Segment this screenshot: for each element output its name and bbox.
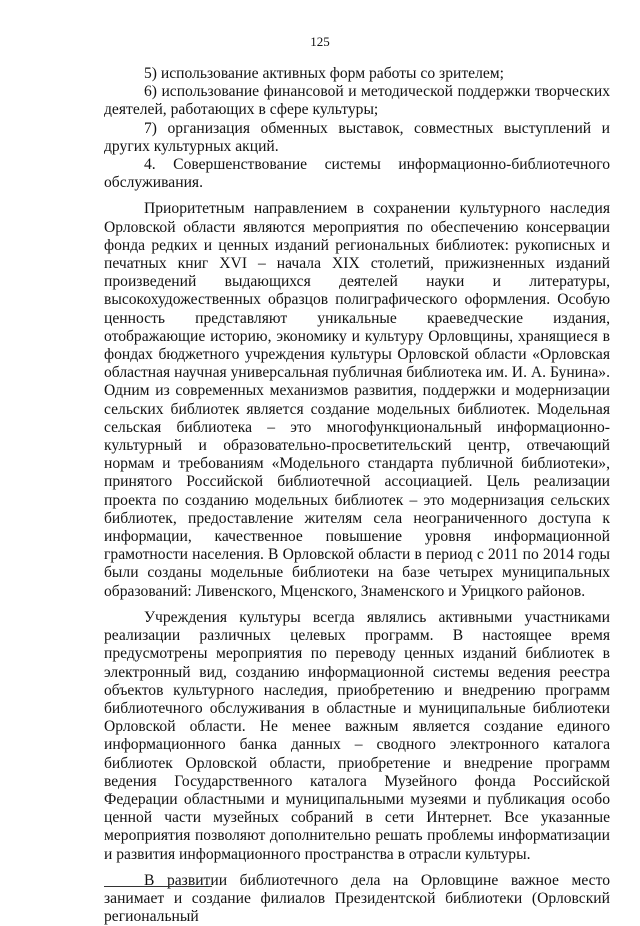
- document-body: [104, 65, 610, 926]
- footnote-divider: [104, 886, 212, 887]
- paragraph-presidential-library: В развитии библиотечного дела на Орловщине важное место занимает и создание филиалов Президентской библиотеки (Орловский региональный: [104, 871, 610, 926]
- list-item-6: 6) использование финансовой и методической поддержки творческих деятелей, работающих в сфере культуры;: [104, 83, 610, 119]
- paragraph-heritage: Приоритетным направлением в сохранении культурного наследия Орловской области являются мероприятия по обеспечению консервации фонда редких и ценных изданий региональных библиотек: рукописных и печатных книг XVI – начала XIX столетий, прижизненных изданий произведений выдающихся деятелей науки и литературы, высокохудожественных образцов полиграфического оформления. Особую ценность представляют уникальные краеведческие издания, отображающие историю, экономику и культуру Орловщины, хранящиеся в фондах бюджетного учреждения культуры Орловской области «Орловская областная научная универсальная публичная библиотека им. И. А. Бунина». Одним из современных механизмов развития, поддержки и модернизации сельских библиотек является создание модельных библиотек. Модельная сельская библиотека – это многофункциональный информационно-культурный и образовательно-просветительский центр, отвечающий нормам и требованиям «Модельного стандарта публичной библиотеки», принятого Российской библиотечной ассоциацией. Цель реализации проекта по созданию модельных библиотек – это модернизация сельских библиотек, предоставление жителям села неограниченного доступа к информации, качественное повышение уровня информационной грамотности населения. В Орловской области в период с 2011 по 2014 годы были созданы модельные библиотеки на базе четырех муниципальных образований: Ливенского, Мценского, Знаменского и Урицкого районов.: [104, 200, 610, 600]
- list-item-5: 5) использование активных форм работы со зрителем;: [144, 65, 504, 82]
- list-item-7: 7) организация обменных выставок, совместных выступлений и других культурных акций.: [104, 119, 610, 155]
- section-heading-4: 4. Совершенствование системы информационно-библиотечного обслуживания.: [104, 156, 610, 192]
- page-number: 125: [310, 34, 330, 49]
- paragraph-programs: Учреждения культуры всегда являлись активными участниками реализации различных целевых программ. В настоящее время предусмотрены мероприятия по переводу ценных изданий библиотек в электронный вид, созданию информационной системы ведения реестра объектов культурного наследия, приобретению и внедрению программ библиотечного обслуживания в областные и муниципальные библиотеки Орловской области. Не менее важным является создание единого информационного банка данных – сводного электронного каталога библиотек Орловской области, приобретение и внедрение программ ведения Государственного каталога Музейного фонда Российской Федерации областными и муниципальными музеями и публикация особо ценной части музейных собраний в сети Интернет. Все указанные мероприятия позволяют дополнительно решать проблемы информатизации и развития информационного пространства в отрасли культуры.: [104, 608, 610, 863]
